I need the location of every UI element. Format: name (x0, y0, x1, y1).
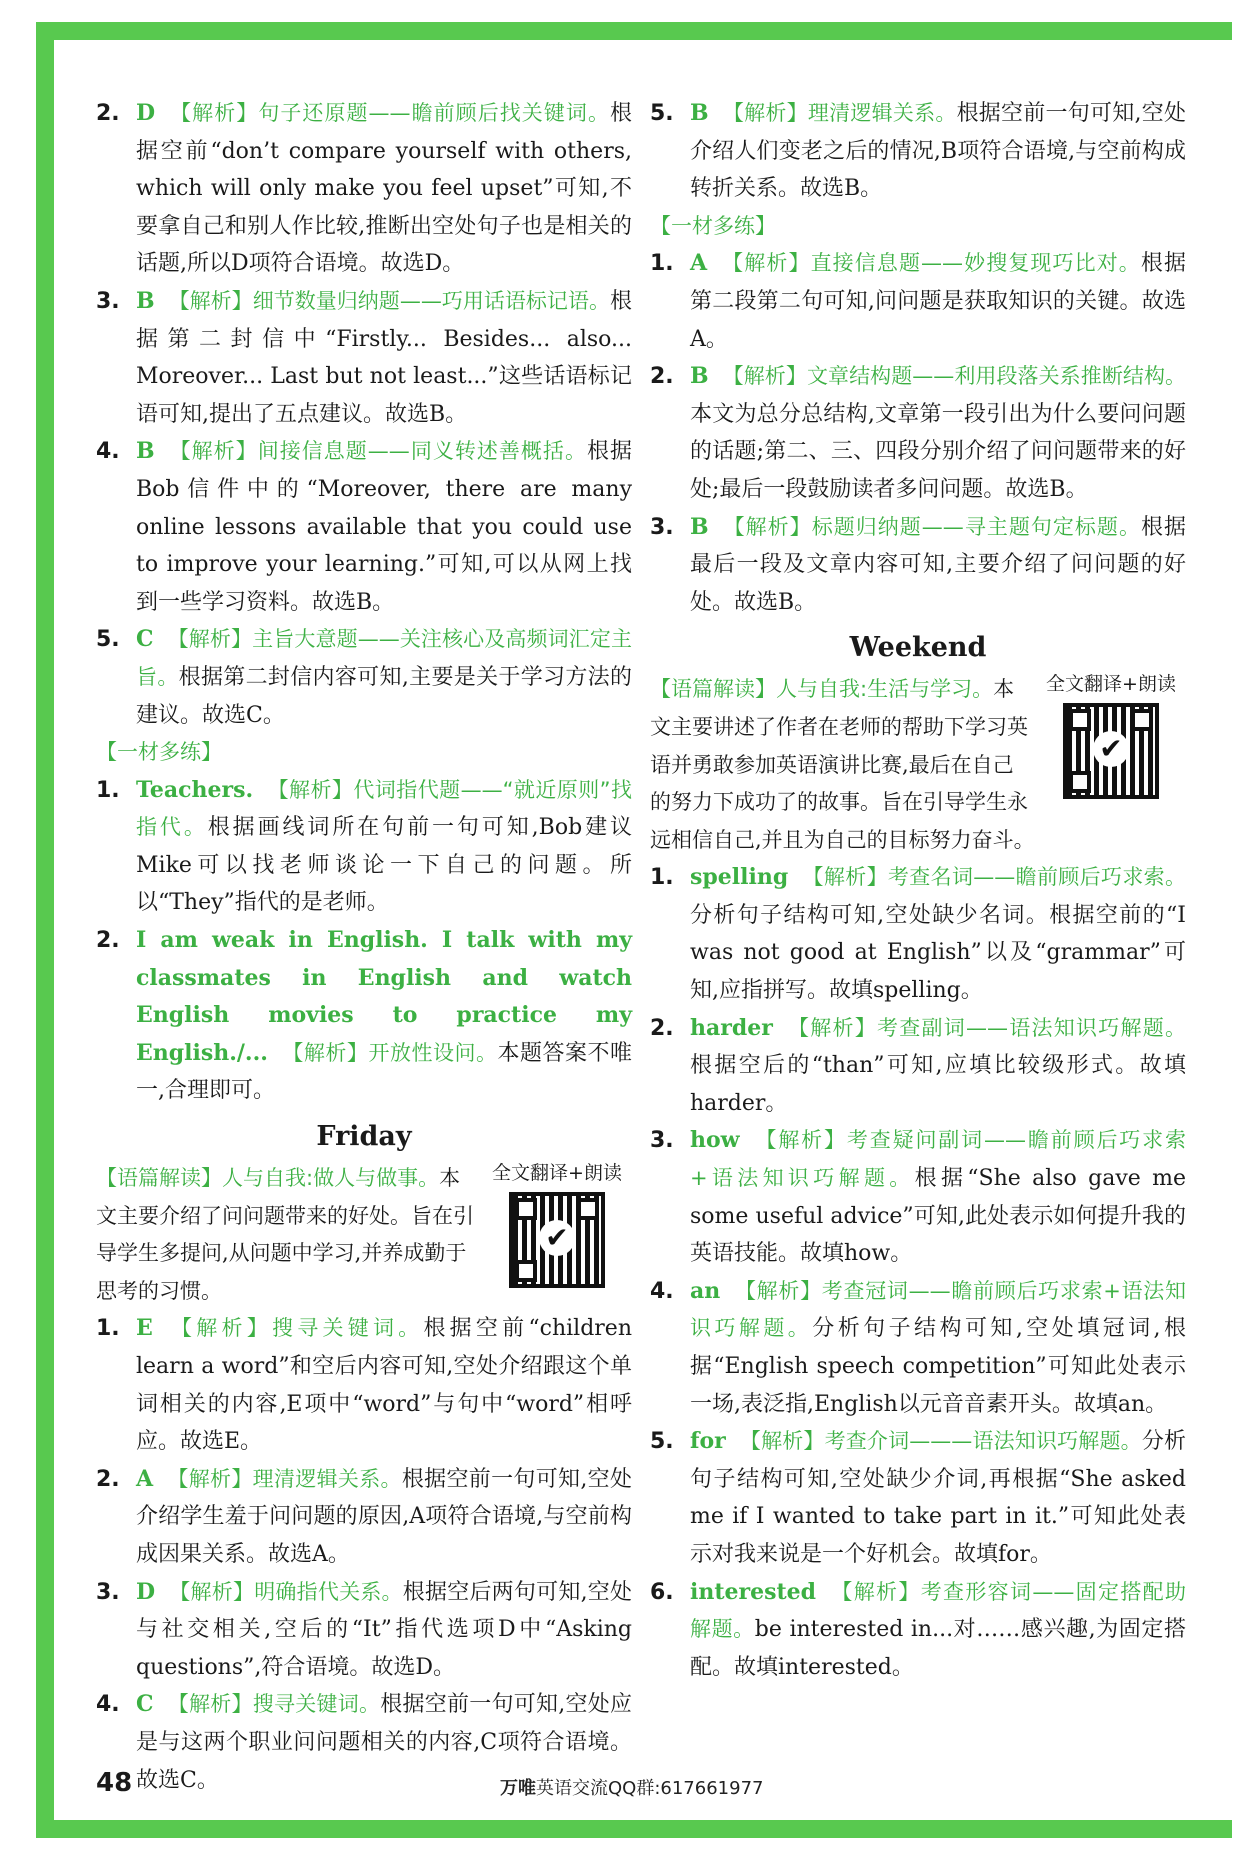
item-explanation: 根据空前一句可知,空处介绍学生羞于问问题的原因,A项符合语境,与空前构成因果关系。故选A。 (136, 1466, 632, 1567)
answer-item (96, 1310, 632, 1460)
item-analysis-tag: 【解析】 (722, 514, 812, 539)
item-number: 2. (96, 101, 120, 126)
answer-item (650, 509, 1186, 622)
item-number: 2. (96, 928, 120, 954)
section-label-multi-practice: 【一材多练】 (96, 740, 222, 765)
item-explanation: 根据最后一段及文章内容可知,主要介绍了问问题的好处。故选B。 (690, 514, 1186, 615)
heading-friday: Friday (316, 1121, 412, 1153)
item-explanation: 分析句子结构可知,空处填冠词,根据“English speech competition”可知此处表示一场,表泛指,English以元音音素开头。故填an。 (690, 1316, 1186, 1417)
item-analysis-tag: 【解析】 (169, 1579, 255, 1604)
item-explanation: 根据空后两句可知,空处与社交相关,空后的“It”指代选项D中“Asking questions”,符合语境。故选D。 (136, 1579, 633, 1680)
item-answer: B (136, 287, 155, 314)
item-analysis-tag: 【解析】 (169, 101, 259, 125)
item-method: 理清逻辑关系。 (807, 101, 957, 125)
item-number: 1. (650, 251, 674, 277)
item-explanation: 根据空前一句可知,空处介绍人们变老之后的情况,B项符合语境,与空前构成转折关系。故选B。 (690, 101, 1187, 202)
passage-reading-friday (96, 1160, 632, 1310)
item-method: 标题归纳题——寻主题句定标题。 (811, 514, 1141, 539)
item-method: 考查疑问副词——瞻前顾后巧求索+语法知识巧解题。 (690, 1128, 1187, 1191)
answer-item (96, 621, 632, 734)
item-answer: D (136, 100, 156, 126)
footer (500, 1774, 763, 1800)
qr-code-icon[interactable] (1063, 703, 1159, 799)
item-method: 开放性设问。 (368, 1040, 498, 1065)
item-analysis-tag: 【解析】 (168, 288, 253, 313)
item-explanation: 本题答案不唯一,合理即可。 (136, 1040, 633, 1104)
item-number: 1. (96, 777, 120, 803)
item-explanation: 本文为总分总结构,文章第一段引出为什么要问问题的话题;第二、三、四段分别介绍了问问题带来的好处;最后一段鼓励读者多问问题。故选B。 (690, 401, 1186, 502)
item-number: 2. (650, 364, 674, 390)
item-answer: B (690, 363, 709, 390)
green-frame-left (36, 22, 54, 1838)
green-frame-top (36, 22, 1232, 40)
item-method: 直接信息题——妙搜复现巧比对。 (810, 251, 1141, 276)
item-method: 考查冠词——瞻前顾后巧求索+语法知识巧解题。 (690, 1278, 1186, 1341)
item-analysis-tag: 【解析】 (753, 1128, 847, 1153)
answer-item (96, 1574, 632, 1687)
item-analysis-tag: 【解析】 (168, 439, 258, 464)
answer-item (650, 245, 1186, 358)
item-number: 5. (96, 627, 120, 653)
passage-text: 本文主要讲述了作者在老师的帮助下学习英语并勇敢参加英语演讲比赛,最后在自己的努力下成功了的故事。旨在引导学生永远相信自己,并且为自己的目标努力奋斗。 (650, 677, 1035, 852)
item-analysis-tag: 【解析】 (802, 865, 888, 890)
item-explanation: 根据空前“children learn a word”和空后内容可知,空处介绍跟这个单词相关的内容,E项中“word”与句中“word”相呼应。故选E。 (136, 1316, 632, 1455)
answer-item (650, 1574, 1186, 1687)
item-answer: B (136, 438, 155, 465)
item-method: 考查副词——语法知识巧解题。 (877, 1015, 1187, 1040)
qr-block[interactable] (1036, 671, 1186, 799)
item-method: 理清逻辑关系。 (252, 1466, 402, 1491)
left-column (96, 95, 632, 1799)
item-explanation: be interested in...对……感兴趣,为固定搭配。故填interested。 (690, 1617, 1186, 1680)
item-method: 明确指代关系。 (254, 1579, 403, 1604)
answer-list-right-top (650, 95, 1186, 208)
item-analysis-tag: 【解析】 (166, 1316, 272, 1341)
item-explanation: 根据空前一句可知,空处应是与这两个职业问问题相关的内容,C项符合语境。故选C。 (136, 1692, 633, 1793)
answer-item (650, 1122, 1186, 1272)
item-method: 间接信息题——同义转述善概括。 (257, 439, 587, 464)
item-analysis-tag: 【解析】 (167, 627, 253, 652)
check-icon: ✔ (539, 1220, 575, 1256)
qr-label: 全文翻译+朗读 (1046, 673, 1176, 696)
heading-weekend: Weekend (849, 632, 987, 664)
green-frame-bottom (36, 1820, 1232, 1838)
answer-item (96, 772, 632, 922)
item-number: 2. (96, 1466, 120, 1492)
item-method: 文章结构题——利用段落关系推断结构。 (806, 364, 1187, 389)
answer-item (650, 1423, 1186, 1573)
item-answer: C (136, 1691, 154, 1718)
item-answer: B (690, 513, 709, 540)
item-analysis-tag: 【解析】 (267, 777, 354, 802)
item-explanation: 根据第二封信中“Firstly... Besides... also... Moreover... Last but not least...”这些话语标记语可知,提出了五点建议。故选B。 (136, 288, 633, 427)
item-number: 5. (650, 1429, 674, 1455)
passage-theme: 人与自我:生活与学习。 (776, 677, 994, 702)
item-number: 4. (650, 1278, 674, 1304)
item-answer: A (136, 1465, 154, 1492)
section-label-multi-practice: 【一材多练】 (650, 213, 776, 238)
item-explanation: 分析句子结构可知,空处缺少介词,再根据“She asked me if I wanted to take part in it.”可知此处表示对我来说是一个好机会。故填for。 (690, 1429, 1186, 1567)
passage-tag: 【语篇解读】 (650, 677, 776, 702)
item-answer: for (690, 1428, 726, 1455)
item-explanation: 根据“She also gave me some useful advice”可知,此处表示如何提升我的英语技能。故填how。 (690, 1166, 1186, 1267)
answer-item (650, 859, 1186, 1009)
item-method: 代词指代题——“就近原则”找指代。 (136, 777, 633, 840)
item-answer: an (690, 1277, 721, 1304)
footer-brand: 万唯 (500, 1778, 536, 1799)
item-number: 4. (96, 439, 120, 465)
answer-list-right-multi (650, 245, 1186, 621)
passage-tag: 【语篇解读】 (96, 1166, 222, 1191)
answer-item (96, 922, 632, 1110)
item-analysis-tag: 【解析】 (734, 1278, 822, 1303)
item-answer: E (136, 1315, 153, 1342)
item-answer: spelling (690, 864, 789, 891)
item-number: 3. (96, 288, 120, 314)
answer-list-left-top (96, 95, 632, 734)
right-column (650, 95, 1186, 1686)
item-method: 搜寻关键词。 (252, 1692, 381, 1717)
item-explanation: 根据第二段第二句可知,问问题是获取知识的关键。故选A。 (690, 251, 1187, 352)
item-analysis-tag: 【解析】 (721, 251, 811, 276)
item-analysis-tag: 【解析】 (281, 1040, 369, 1065)
item-explanation: 根据空前“don’t compare yourself with others, which will only make you feel upset”可知,不要拿自己和别人作比较,推断出空处句子也是相关的话题,所以D项符合语境。故选D。 (136, 101, 633, 277)
item-answer: Teachers. (136, 776, 254, 803)
item-answer: B (690, 100, 709, 126)
answer-item (650, 358, 1186, 508)
answer-list-weekend (650, 859, 1186, 1686)
item-method: 搜寻关键词。 (271, 1316, 424, 1341)
answer-item (96, 283, 632, 433)
item-number: 4. (96, 1692, 120, 1718)
answer-item (96, 95, 632, 283)
item-analysis-tag: 【解析】 (739, 1429, 825, 1454)
answer-item (650, 1010, 1186, 1123)
item-explanation: 根据空后的“than”可知,应填比较级形式。故填harder。 (690, 1053, 1186, 1116)
passage-reading-weekend (650, 671, 1186, 859)
item-analysis-tag: 【解析】 (722, 101, 808, 125)
item-analysis-tag: 【解析】 (830, 1579, 921, 1604)
item-number: 2. (650, 1015, 674, 1041)
item-explanation: 根据Bob信件中的“Moreover, there are many online lessons available that you could use to improve your learning.”可知,可以从网上找到一些学习资料。故选B。 (136, 439, 632, 615)
item-method: 细节数量归纳题——巧用话语标记语。 (252, 288, 610, 313)
item-explanation: 根据画线词所在句前一句可知,Bob建议Mike可以找老师谈论一下自己的问题。所以“They”指代的是老师。 (136, 815, 632, 916)
item-method: 考查名词——瞻前顾后巧求索。 (887, 865, 1187, 890)
answer-list-friday (96, 1310, 632, 1799)
item-number: 3. (650, 514, 674, 540)
item-number: 3. (650, 1128, 674, 1154)
check-icon: ✔ (1093, 731, 1129, 767)
item-analysis-tag: 【解析】 (786, 1015, 878, 1040)
footer-text: 英语交流QQ群:617661977 (536, 1778, 764, 1799)
passage-text: 本文主要介绍了问问题带来的好处。旨在引导学生多提问,从问题中学习,并养成勤于思考的习惯。 (96, 1166, 474, 1303)
item-analysis-tag: 【解析】 (167, 1466, 253, 1491)
passage-theme: 人与自我:做人与做事。 (222, 1166, 440, 1191)
answer-item (96, 1461, 632, 1574)
item-method: 主旨大意题——关注核心及高频词汇定主旨。 (136, 627, 633, 689)
item-explanation: 分析句子结构可知,空处缺少名词。根据空前的“I was not good at English”以及“grammar”可知,应指拼写。故填spelling。 (690, 902, 1186, 1004)
item-analysis-tag: 【解析】 (167, 1692, 253, 1717)
item-number: 1. (96, 1316, 120, 1342)
answer-item (96, 433, 632, 621)
item-number: 3. (96, 1579, 120, 1605)
item-number: 5. (650, 101, 674, 126)
item-number: 6. (650, 1579, 674, 1605)
item-answer: D (136, 1578, 156, 1605)
item-method: 考查介词———语法知识巧解题。 (824, 1429, 1142, 1454)
qr-block[interactable] (482, 1160, 632, 1288)
answer-item (650, 95, 1186, 208)
item-analysis-tag: 【解析】 (722, 364, 807, 389)
item-answer: A (690, 250, 708, 277)
item-explanation: 根据第二封信内容可知,主要是关于学习方法的建议。故选C。 (136, 664, 632, 728)
item-answer: interested (690, 1578, 817, 1605)
item-answer: harder (690, 1014, 773, 1041)
item-number: 1. (650, 865, 674, 891)
item-answer: C (136, 626, 154, 653)
item-answer: I am weak in English. I talk with my classmates in English and watch English movies to practice my English./... (136, 927, 632, 1066)
answer-list-left-multi (96, 772, 632, 1110)
item-method: 考查形容词——固定搭配助解题。 (690, 1579, 1186, 1642)
item-method: 句子还原题——瞻前顾后找关键词。 (258, 101, 610, 125)
qr-code-icon[interactable] (509, 1192, 605, 1288)
qr-label: 全文翻译+朗读 (492, 1162, 622, 1185)
answer-item (650, 1273, 1186, 1423)
item-answer: how (690, 1127, 740, 1154)
page-number: 48 (96, 1768, 133, 1798)
